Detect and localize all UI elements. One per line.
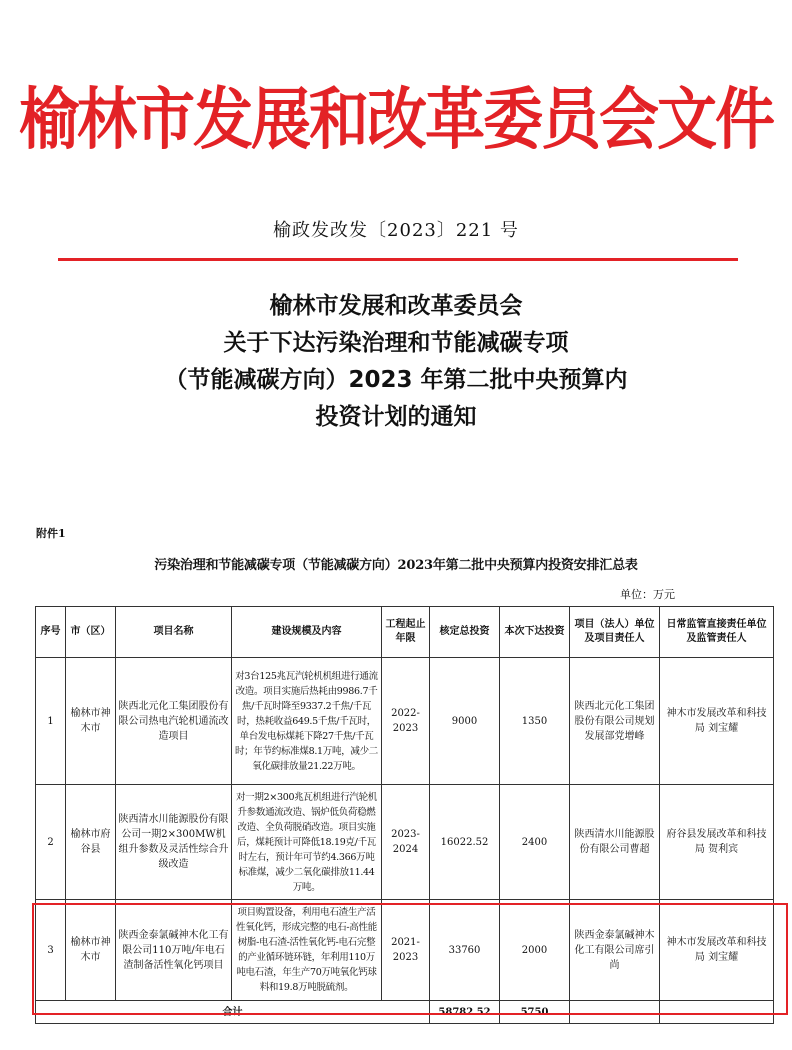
header-cell: 日常监管直接责任单位及监管责任人 (660, 607, 774, 658)
row-supervisor: 神木市发展改革和科技局 刘宝耀 (660, 658, 774, 785)
row-project-name: 陕西金泰氯碱神木化工有限公司110万吨/年电石渣制备活性氧化钙项目 (116, 900, 232, 1001)
notice-title-line: 榆林市发展和改革委员会 (269, 293, 523, 319)
row-owner: 陕西清水川能源股份有限公司曹超 (570, 785, 660, 900)
row-total-investment: 33760 (430, 900, 500, 1001)
row-period: 2023-2024 (382, 785, 430, 900)
total-current-investment: 5750 (500, 1001, 570, 1024)
row-number: 3 (36, 900, 66, 1001)
table-header-row (36, 607, 774, 658)
total-investment: 58782.52 (430, 1001, 500, 1024)
table-row (36, 785, 774, 900)
document-number: 榆政发改发〔2023〕221 号 (273, 220, 519, 241)
attachment-label: 附件1 (36, 527, 66, 540)
total-empty-cell (570, 1001, 660, 1024)
notice-title-line: 投资计划的通知 (315, 404, 477, 430)
notice-title (0, 288, 792, 436)
header-divider (58, 258, 738, 261)
row-current-investment: 2000 (500, 900, 570, 1001)
row-total-investment: 16022.52 (430, 785, 500, 900)
row-content: 对一期2×300兆瓦机组进行汽轮机升参数通流改造、锅炉低负荷稳燃改造、全负荷脱硝改造。项目实施后，煤耗预计可降低18.19克/千瓦时左右，预计年可节约4.366万吨标准煤，减少二氧化碳排放11.44万吨。 (232, 785, 382, 900)
header-cell: 项目（法人）单位及项目责任人 (570, 607, 660, 658)
notice-title-line: 关于下达污染治理和节能减碳专项 (223, 330, 569, 356)
row-current-investment: 2400 (500, 785, 570, 900)
header-cell: 核定总投资 (430, 607, 500, 658)
row-content: 对3台125兆瓦汽轮机机组进行通流改造。项目实施后热耗由9986.7千焦/千瓦时降至9337.2千焦/千瓦时，热耗收益649.5千焦/千瓦时，单台发电标煤耗下降27千焦/千瓦时；年节约标准煤8.1万吨，减少二氧化碳排放量21.22万吨。 (232, 658, 382, 785)
row-supervisor: 神木市发展改革和科技局 刘宝耀 (660, 900, 774, 1001)
header-cell: 建设规模及内容 (232, 607, 382, 658)
row-number: 2 (36, 785, 66, 900)
document-header-title: 榆林市发展和改革委员会文件 (19, 80, 773, 160)
header-cell: 本次下达投资 (500, 607, 570, 658)
row-period: 2022-2023 (382, 658, 430, 785)
row-current-investment: 1350 (500, 658, 570, 785)
row-project-name: 陕西清水川能源股份有限公司一期2×300MW机组升参数及灵活性综合升级改造 (116, 785, 232, 900)
unit-label: 单位：万元 (620, 588, 675, 601)
total-label: 合计 (36, 1001, 430, 1024)
row-region: 榆林市神木市 (66, 658, 116, 785)
total-row (36, 1001, 774, 1024)
row-period: 2021-2023 (382, 900, 430, 1001)
row-project-name: 陕西北元化工集团股份有限公司热电汽轮机通流改造项目 (116, 658, 232, 785)
row-owner: 陕西北元化工集团股份有限公司规划发展部党增峰 (570, 658, 660, 785)
header-cell: 市（区） (66, 607, 116, 658)
table-title: 污染治理和节能减碳专项（节能减碳方向）2023年第二批中央预算内投资安排汇总表 (154, 558, 638, 573)
row-region: 榆林市府谷县 (66, 785, 116, 900)
header-cell: 工程起止年限 (382, 607, 430, 658)
table-row (36, 658, 774, 785)
investment-summary-table (35, 606, 774, 1024)
row-owner: 陕西金泰氯碱神木化工有限公司席引尚 (570, 900, 660, 1001)
table-row (36, 900, 774, 1001)
total-empty-cell (660, 1001, 774, 1024)
header-cell: 项目名称 (116, 607, 232, 658)
row-region: 榆林市神木市 (66, 900, 116, 1001)
notice-title-line: （节能减碳方向）2023 年第二批中央预算内 (164, 367, 628, 393)
row-supervisor: 府谷县发展改革和科技局 贺利宾 (660, 785, 774, 900)
row-content: 项目购置设备，利用电石渣生产活性氧化钙，形成完整的电石-高性能树脂-电石渣-活性氧化钙-电石完整的产业循环链环链，年利用110万吨电石渣，年生产70万吨氧化钙球料和19.8万吨脱硫剂。 (232, 900, 382, 1001)
header-cell: 序号 (36, 607, 66, 658)
row-total-investment: 9000 (430, 658, 500, 785)
row-number: 1 (36, 658, 66, 785)
